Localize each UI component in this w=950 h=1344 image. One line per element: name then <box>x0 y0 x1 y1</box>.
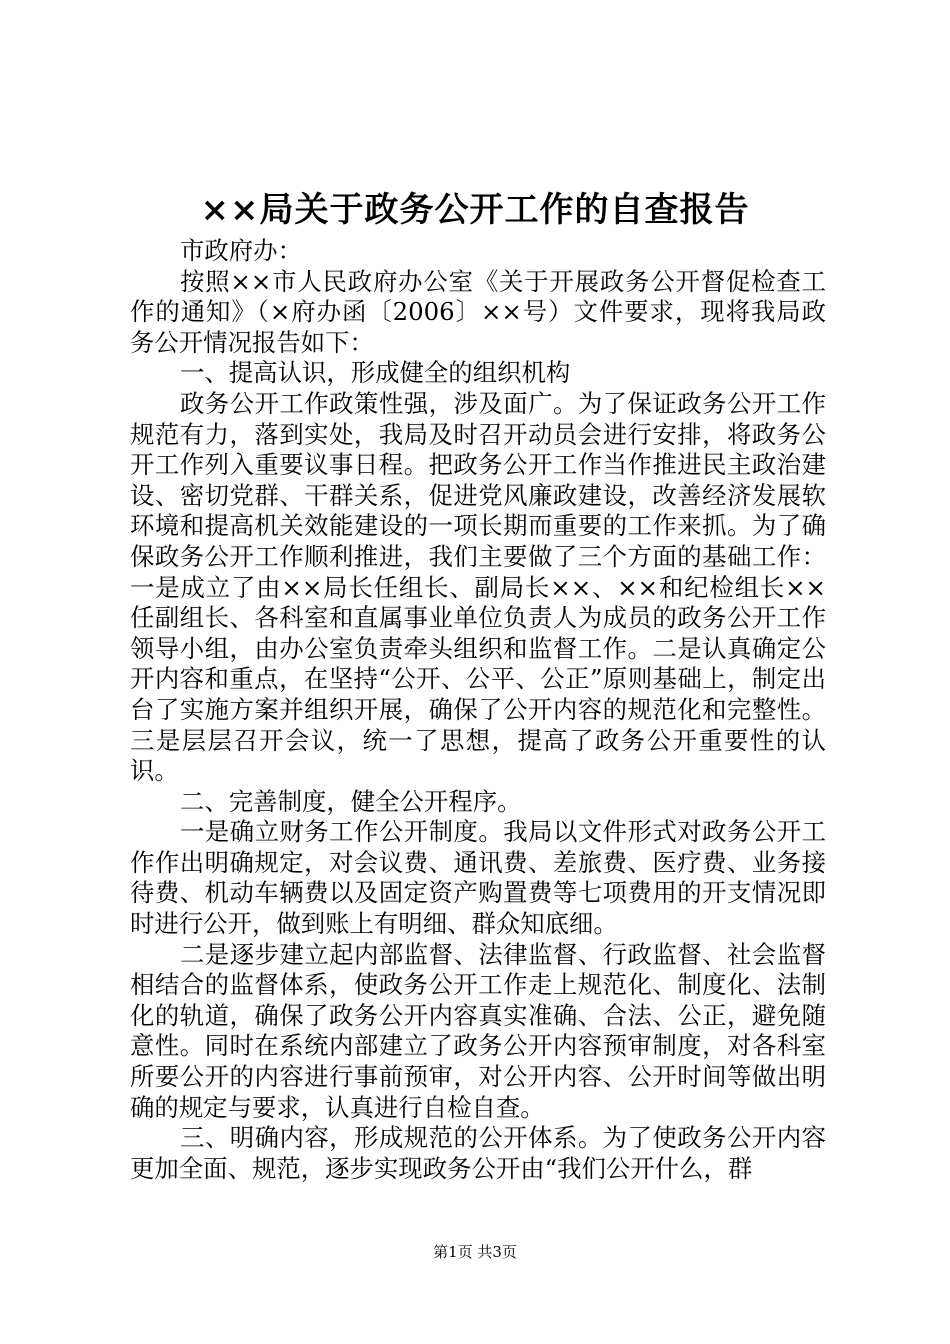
addressee-line: 市政府办： <box>180 236 302 265</box>
body-paragraph: 二是逐步建立起内部监督、法律监督、行政监督、社会监督相结合的监督体系，使政务公开工作走上规范化、制度化、法制化的轨道，确保了政务公开内容真实准确、合法、公正，避免随意性。同时在系统内部建立了政务公开内容预审制度，对各科室所要公开的内容进行事前预审，对公开内容、公开时间等做出明确的规定与要求，认真进行自检自查。 <box>130 939 826 1122</box>
document-body <box>130 236 826 1184</box>
page-number: 第1页 共3页 <box>433 1243 517 1261</box>
body-paragraph: 政务公开工作政策性强，涉及面广。为了保证政务公开工作规范有力，落到实处，我局及时召开动员会进行安排，将政务公开工作列入重要议事日程。把政务公开工作当作推进民主政治建设、密切党群、干群关系，促进党风廉政建设，改善经济发展软环境和提高机关效能建设的一项长期而重要的工作来抓。为了确保政务公开工作顺利推进，我们主要做了三个方面的基础工作：一是成立了由××局长任组长、副局长××、××和纪检组长××任副组长、各科室和直属事业单位负责人为成员的政务公开工作领导小组，由办公室负责牵头组织和监督工作。二是认真确定公开内容和重点，在坚持“公开、公平、公正”原则基础上，制定出台了实施方案并组织开展，确保了公开内容的规范化和完整性。三是层层召开会议，统一了思想，提高了政务公开重要性的认识。 <box>130 388 826 786</box>
section-heading-1: 一、提高认识，形成健全的组织机构 <box>180 358 571 388</box>
body-paragraph: 一是确立财务工作公开制度。我局以文件形式对政务公开工作作出明确规定，对会议费、通讯费、差旅费、医疗费、业务接待费、机动车辆费以及固定资产购置费等七项费用的开支情况即时进行公开，做到账上有明细、群众知底细。 <box>130 817 826 939</box>
document-title: ××局关于政务公开工作的自查报告 <box>200 190 750 230</box>
section-heading-3: 三、明确内容，形成规范的公开体系。为了使政务公开内容更加全面、规范，逐步实现政务公开由“我们公开什么，群 <box>130 1123 826 1183</box>
intro-paragraph: 按照××市人民政府办公室《关于开展政务公开督促检查工作的通知》（×府办函〔2006〕××号）文件要求，现将我局政务公开情况报告如下： <box>130 266 826 357</box>
section-heading-2: 二、完善制度，健全公开程序。 <box>180 786 522 816</box>
